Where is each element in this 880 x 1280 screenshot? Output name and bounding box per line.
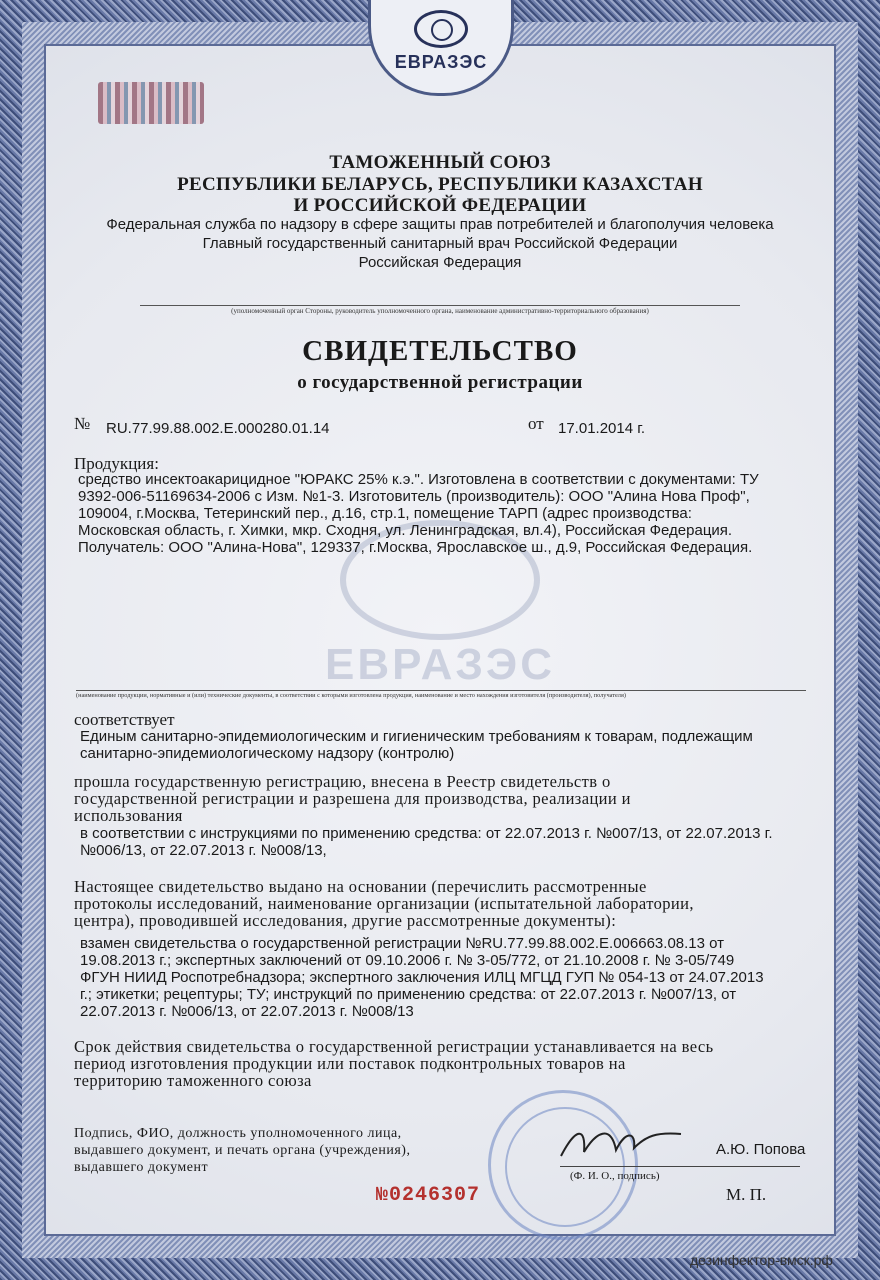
number-label: № [74, 414, 91, 433]
official-seal-stamp [488, 1090, 638, 1240]
globe-icon [414, 10, 468, 48]
signature-label-line: выдавшего документ [74, 1160, 209, 1175]
product-label: Продукция: [74, 454, 159, 473]
header-caption: (уполномоченный орган Стороны, руководитель уполномоченного органа, наименование административно-территориального образования) [140, 305, 740, 315]
basis-details [80, 935, 810, 1020]
registration-line: прошла государственную регистрацию, внесена в Реестр свидетельств о [74, 772, 611, 791]
product-line: средство инсектоакарицидное "ЮРАКС 25% к.э.". Изготовлена в соответствии с документами: ТУ [78, 471, 759, 488]
serial-number: №0246307 [376, 1184, 481, 1207]
registration-detail [80, 825, 820, 859]
basis-detail-line: г.; этикетки; рецептуры; ТУ; инструкций по применению средства: от 22.07.2013 г. №007/13, от [80, 986, 737, 1003]
signature-caption: (Ф. И. О., подпись) [570, 1170, 660, 1182]
emblem-text: ЕВРАЗЭС [394, 52, 488, 72]
basis-detail-line: 19.08.2013 г.; экспертных заключений от 09.10.2006 г. № 3-05/772, от 21.10.2008 г. № 3-05/749 [80, 952, 735, 969]
basis-line: центра), проводившей исследования, другие рассмотренные документы): [74, 911, 617, 930]
conformity-line-2: санитарно-эпидемиологическому надзору (контролю) [80, 745, 455, 762]
registration-line: государственной регистрации и разрешена для производства, реализации и [74, 789, 631, 808]
conformity-label: соответствует [74, 710, 175, 729]
document-subtitle: о государственной регистрации [297, 372, 583, 393]
basis-text [74, 878, 804, 929]
certificate-number: RU.77.99.88.002.Е.000280.01.14 [106, 420, 330, 437]
signature-label-line: выдавшего документ, и печать органа (учреждения), [74, 1143, 411, 1158]
registration-text [74, 773, 804, 824]
signatory-name: А.Ю. Попова [716, 1141, 806, 1158]
basis-detail-line: взамен свидетельства о государственной регистрации №RU.77.99.88.002.Е.006663.08.13 от [80, 935, 725, 952]
certificate-date: 17.01.2014 г. [558, 420, 646, 437]
signature-label-line: Подпись, ФИО, должность уполномоченного лица, [74, 1126, 402, 1141]
product-text [78, 471, 808, 556]
seal-place-label: М. П. [726, 1185, 767, 1204]
registration-detail-line: №006/13, от 22.07.2013 г. №008/13, [80, 842, 327, 859]
product-caption: (наименование продукции, нормативные и (или) технические документы, в соответствии с которыми изготовлена продукция, наименование и место нахождения изготовителя (производителя), получателя) [76, 690, 806, 699]
agency-line-2: Главный государственный санитарный врач Российской Федерации [202, 235, 678, 252]
header-line-3: И РОССИЙСКОЙ ФЕДЕРАЦИИ [293, 195, 587, 216]
product-line: Московская область, г. Химки, мкр. Сходня, ул. Ленинградская, вл.4), Российская Федерация. [78, 522, 733, 539]
site-watermark: дезинфектор-вмск.рф [690, 1252, 833, 1268]
validity-line: Срок действия свидетельства о государственной регистрации устанавливается на весь [74, 1037, 714, 1056]
product-line: 9392-006-51169634-2006 с Изм. №1-3. Изготовитель (производитель): ООО "Алина Нова Проф", [78, 488, 750, 505]
validity-line: период изготовления продукции или поставок подконтрольных товаров на [74, 1054, 626, 1073]
product-line: Получатель: ООО "Алина-Нова", 129337, г.Москва, Ярославское ш., д.9, Российская Федерация. [78, 539, 753, 556]
hologram-sticker [98, 82, 204, 124]
signature-label [74, 1125, 410, 1176]
basis-detail-line: ФГУН НИИД Роспотребнадзора; экспертного заключения ИЛЦ МГЦД ГУП № 054-13 от 24.07.2013 [80, 969, 764, 986]
header-line-2: РЕСПУБЛИКИ БЕЛАРУСЬ, РЕСПУБЛИКИ КАЗАХСТАН [177, 174, 703, 195]
validity-text [74, 1038, 804, 1089]
registration-detail-line: в соответствии с инструкциями по применению средства: от 22.07.2013 г. №007/13, от 22.07.2013 г. [80, 825, 773, 842]
basis-detail-line: 22.07.2013 г. №006/13, от 22.07.2013 г. №008/13 [80, 1003, 414, 1020]
basis-line: протоколы исследований, наименование организации (испытательной лаборатории, [74, 894, 694, 913]
handwritten-signature [556, 1122, 686, 1162]
validity-line: территорию таможенного союза [74, 1071, 312, 1090]
watermark-text: ЕВРАЗЭС [324, 640, 556, 689]
product-line: 109004, г.Москва, Тетеринский пер., д.16, стр.1, помещение ТАРП (адрес производства: [78, 505, 692, 522]
basis-line: Настоящее свидетельство выдано на основании (перечислить рассмотренные [74, 877, 647, 896]
document-title: СВИДЕТЕЛЬСТВО [302, 335, 578, 367]
agency-line-3: Российская Федерация [358, 254, 522, 271]
header-line-1: ТАМОЖЕННЫЙ СОЮЗ [329, 152, 551, 173]
agency-line-1: Федеральная служба по надзору в сфере защиты прав потребителей и благополучия человека [106, 216, 774, 233]
signature-line [560, 1166, 800, 1167]
registration-line: использования [74, 806, 183, 825]
date-label: от [528, 414, 544, 433]
conformity-line-1: Единым санитарно-эпидемиологическим и гигиеническим требованиям к товарам, подлежащим [80, 728, 753, 745]
